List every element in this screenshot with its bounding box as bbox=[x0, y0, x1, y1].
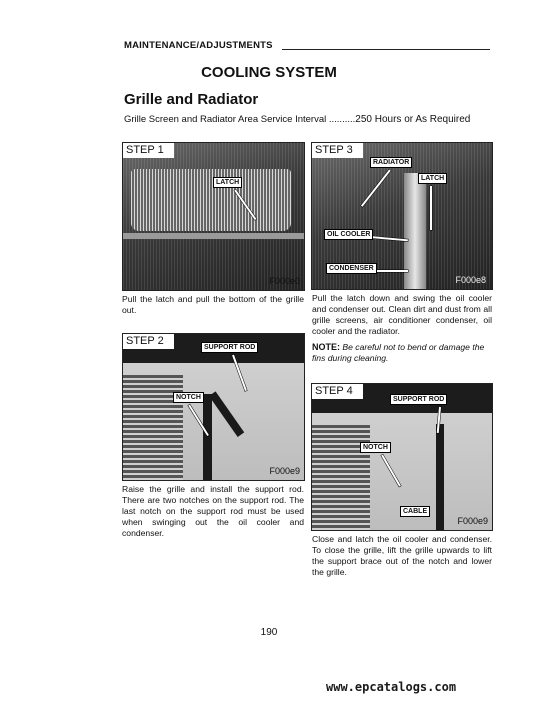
step-4-callout-support-rod: SUPPORT ROD bbox=[390, 394, 447, 405]
step-2-label: STEP 2 bbox=[123, 334, 174, 349]
step-3-label: STEP 3 bbox=[312, 143, 363, 158]
step-3-condenser-arrow bbox=[372, 270, 408, 272]
section-header: MAINTENANCE/ADJUSTMENTS bbox=[124, 40, 273, 51]
step-4-callout-notch: NOTCH bbox=[360, 442, 391, 453]
step-3-callout-latch: LATCH bbox=[418, 173, 447, 184]
step-2-support-rod-upper bbox=[209, 391, 244, 437]
section-title: Grille and Radiator bbox=[124, 91, 259, 108]
step-3-latch-arrow bbox=[430, 186, 432, 230]
step-1-photo bbox=[122, 142, 305, 291]
step-2-rod-arrow bbox=[232, 355, 247, 391]
step-3-photo bbox=[311, 142, 493, 290]
service-interval bbox=[124, 114, 470, 125]
step-1-figure-id: F000e0 bbox=[269, 276, 300, 286]
step-1-label: STEP 1 bbox=[123, 143, 174, 158]
step-2-figure-id: F000e9 bbox=[269, 466, 300, 476]
page-number: 190 bbox=[260, 627, 278, 638]
step-3-figure-id: F000e8 bbox=[455, 275, 486, 285]
step-1-caption: Pull the latch and pull the bottom of the grille out. bbox=[122, 294, 304, 315]
step-3-note bbox=[312, 342, 494, 364]
step-2-grille bbox=[123, 374, 183, 480]
service-interval-value: 250 Hours or As Required bbox=[355, 114, 471, 125]
step-4-notch-arrow bbox=[381, 455, 401, 487]
step-2-callout-notch: NOTCH bbox=[173, 392, 204, 403]
service-interval-label: Grille Screen and Radiator Area Service Interval .......... bbox=[124, 114, 356, 125]
step-1-bumper bbox=[123, 233, 304, 239]
step-3-note-label: NOTE: bbox=[312, 342, 340, 352]
step-3-oil-cooler-arrow bbox=[370, 236, 408, 241]
step-1-callout-latch: LATCH bbox=[213, 177, 242, 188]
step-3-callout-oil-cooler: OIL COOLER bbox=[324, 229, 373, 240]
step-4-grille bbox=[312, 424, 370, 530]
step-2-caption: Raise the grille and install the support rod. There are two notches on the support rod. The last notch on the support rod must be used when swinging out the oil cooler and condenser. bbox=[122, 484, 304, 538]
step-3-caption: Pull the latch down and swing the oil cooler and condenser out. Clean dirt and dust from all grille screens, air conditioner condenser, oil cooler and the radiator. bbox=[312, 293, 492, 336]
header-rule bbox=[282, 49, 490, 50]
step-1-grille bbox=[131, 169, 291, 231]
step-3-callout-condenser: CONDENSER bbox=[326, 263, 377, 274]
step-3-note-text: Be careful not to bend or damage the fins during cleaning. bbox=[312, 342, 485, 363]
step-3-radiator-arrow bbox=[361, 169, 391, 206]
step-2-photo bbox=[122, 333, 305, 481]
step-4-callout-cable: CABLE bbox=[400, 506, 430, 517]
step-4-label: STEP 4 bbox=[312, 384, 363, 399]
step-2-support-rod bbox=[203, 394, 212, 481]
step-4-photo bbox=[311, 383, 493, 531]
page-title: COOLING SYSTEM bbox=[201, 64, 337, 81]
watermark: www.epcatalogs.com bbox=[326, 680, 457, 694]
step-2-callout-support-rod: SUPPORT ROD bbox=[201, 342, 258, 353]
step-4-support-rod bbox=[436, 424, 444, 531]
step-4-figure-id: F000e9 bbox=[457, 516, 488, 526]
step-4-caption: Close and latch the oil cooler and condenser. To close the grille, lift the grille upwards to lift the support brace out of the notch and lower the grille. bbox=[312, 534, 492, 577]
step-3-callout-radiator: RADIATOR bbox=[370, 157, 412, 168]
